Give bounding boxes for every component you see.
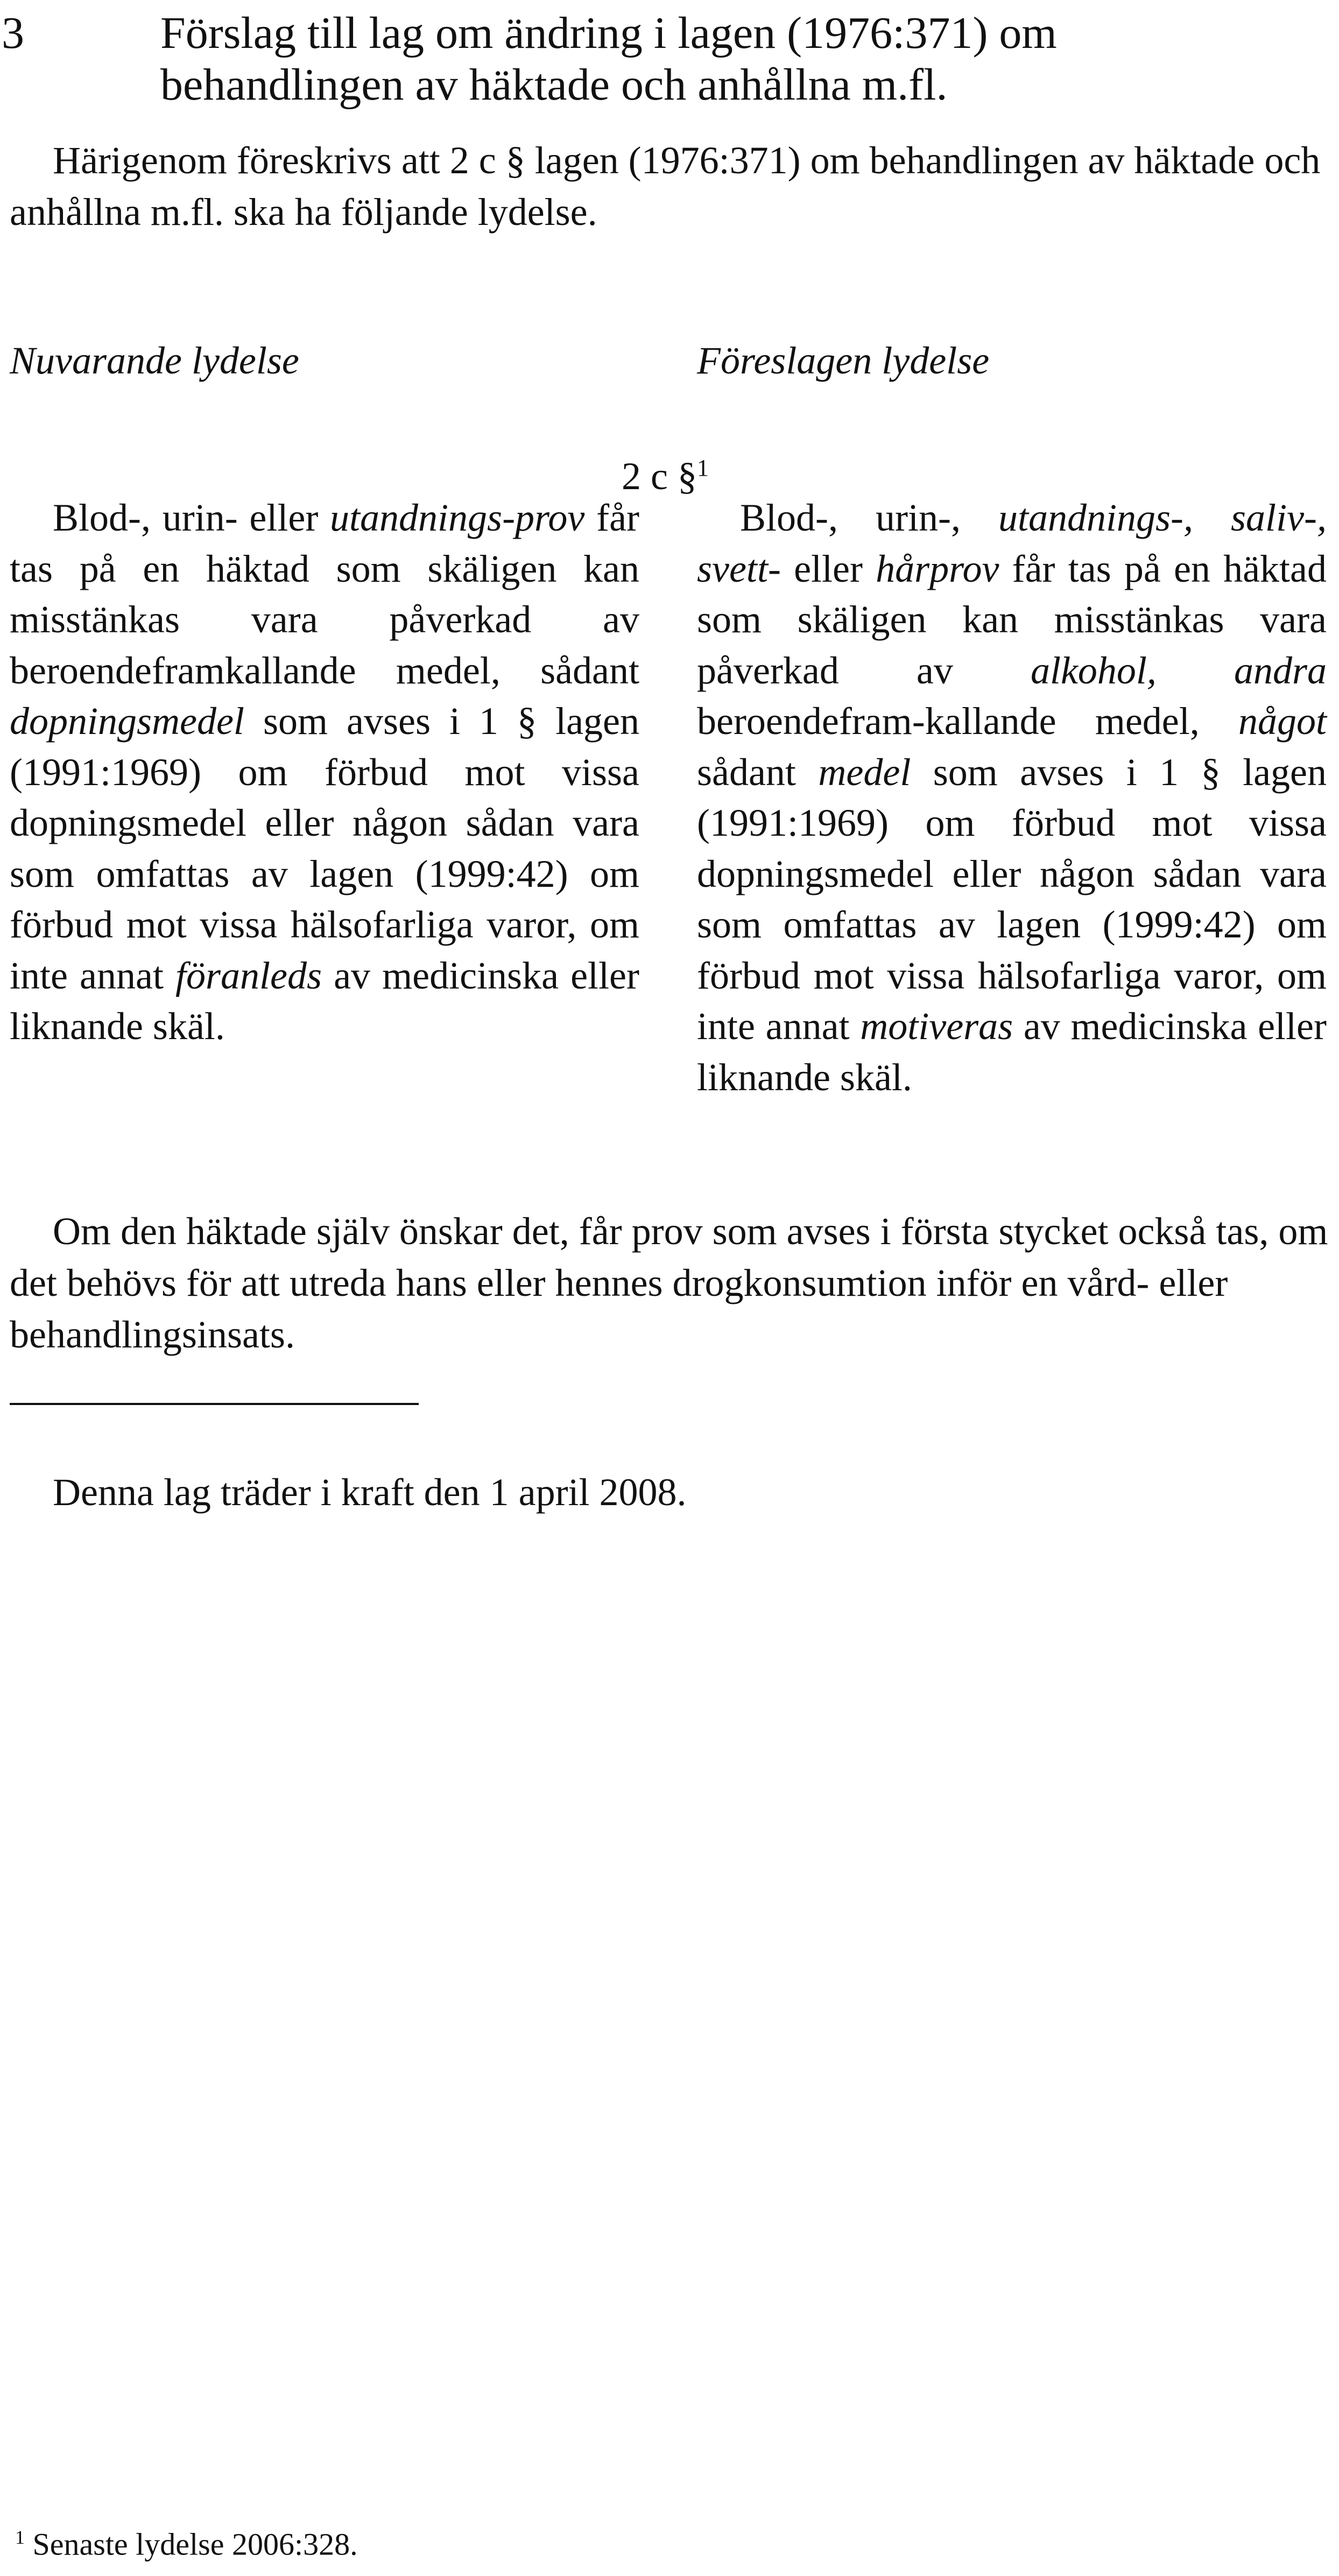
entry-into-force-text: Denna lag träder i kraft den 1 april 2008.: [53, 1471, 687, 1514]
bill-title-line-2: behandlingen av häktade och anhållna m.fl.: [160, 60, 948, 110]
footnote-reference: 1: [696, 455, 709, 481]
second-paragraph: [10, 1205, 1328, 1360]
bill-title-line-1: Förslag till lag om ändring i lagen (1976:371) om: [160, 8, 1057, 58]
current-wording-text: Blod-, urin- eller utandnings-prov får tas på en häktad som skäligen kan misstänkas vara påverkad av beroendeframkallande medel, sådant dopningsmedel som avses i 1 § lagen (1991:1969) om förbud mot vissa dopningsmedel eller någon sådan vara som omfattas av lagen (1999:42) om förbud mot vissa hälsofarliga varor, om inte annat föranleds av medicinska eller liknande skäl.: [10, 496, 639, 1048]
section-label-text: 2 c §: [622, 455, 697, 498]
section-number: 3: [2, 8, 24, 58]
second-paragraph-text: Om den häktade själv önskar det, får prov som avses i första stycket också tas, om det behövs för att utreda hans eller hennes drogkonsumtion inför en vård- eller behandlingsinsats.: [10, 1210, 1328, 1356]
bill-title: [160, 8, 1291, 111]
footnote-marker: 1: [15, 2526, 25, 2548]
current-wording-column: [10, 492, 639, 1052]
footnote-text: Senaste lydelse 2006:328.: [32, 2526, 358, 2562]
entry-into-force: [10, 1466, 1328, 1518]
proposed-wording-header: Föreslagen lydelse: [697, 339, 990, 382]
footnote: [15, 2516, 358, 2566]
proposed-wording-column: [697, 492, 1327, 1103]
current-wording-header: Nuvarande lydelse: [10, 339, 299, 382]
proposed-wording-text: Blod-, urin-, utandnings-, saliv-, svett- eller hårprov får tas på en häktad som skäligen kan misstänkas vara påverkad av alkohol, andra beroendefram-kallande medel, något sådant medel som avses i 1 § lagen (1991:1969) om förbud mot vissa dopningsmedel eller någon sådan vara som omfattas av lagen (1999:42) om förbud mot vissa hälsofarliga varor, om inte annat motiveras av medicinska eller liknande skäl.: [697, 496, 1327, 1099]
section-divider: [10, 1403, 419, 1405]
intro-text: Härigenom föreskrivs att 2 c § lagen (1976:371) om behandlingen av häktade och anhållna m.fl. ska ha följande lydelse.: [10, 139, 1321, 234]
intro-paragraph: [10, 135, 1328, 238]
